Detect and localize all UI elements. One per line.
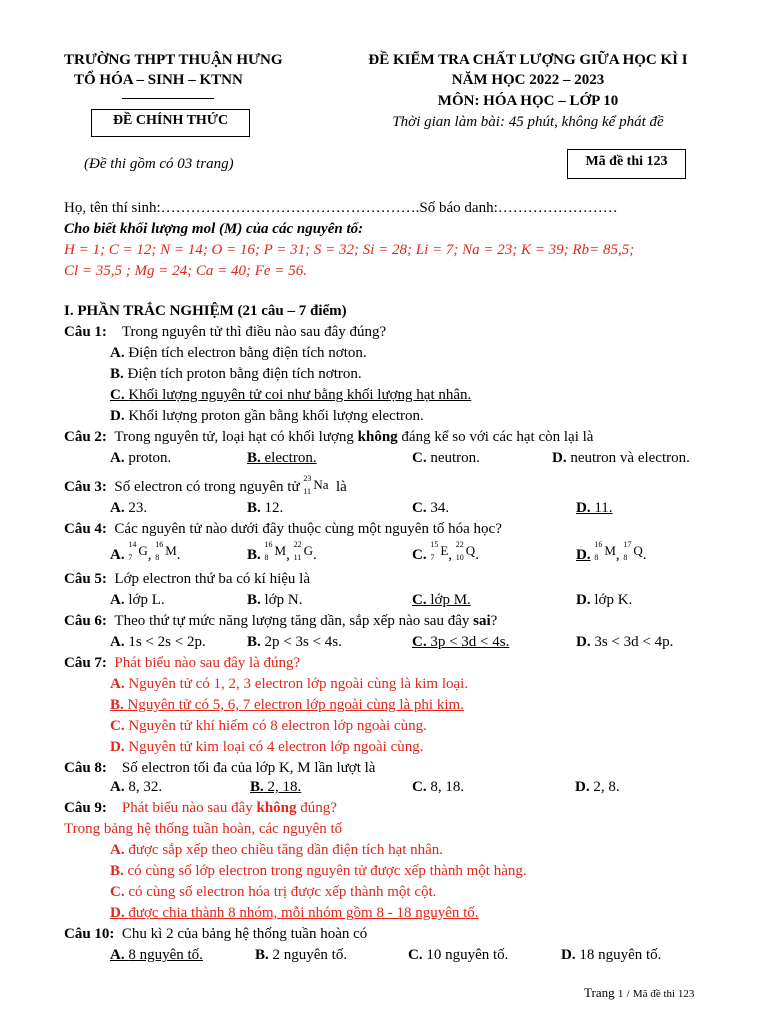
- q9-option-d[interactable]: D. được chia thành 8 nhóm, mỗi nhóm gồm 8 - 18 nguyên tố.: [110, 905, 479, 921]
- q10-option-b[interactable]: B. 2 nguyên tố.: [255, 947, 348, 963]
- question-label: Câu 1:: [64, 324, 107, 340]
- question-5: Câu 5: Lớp electron thứ ba có kí hiệu là: [64, 571, 311, 587]
- q8-option-a[interactable]: A. 8, 32.: [110, 779, 163, 795]
- q8-option-b[interactable]: B. 2, 18.: [250, 779, 302, 795]
- molar-mass-title: Cho biết khối lượng mol (M) của các nguyên tố:: [64, 221, 364, 237]
- molar-mass-line-2: Cl = 35,5 ; Mg = 24; Ca = 40; Fe = 56.: [64, 263, 307, 279]
- exam-title: ĐỀ KIỂM TRA CHẤT LƯỢNG GIỮA HỌC KÌ I: [368, 52, 688, 68]
- q2-option-a[interactable]: A. proton.: [110, 450, 172, 466]
- q2-option-d[interactable]: D. neutron và electron.: [552, 450, 690, 466]
- question-text: Trong nguyên tử thì điều nào sau đây đúng?: [121, 324, 387, 340]
- q2-option-b[interactable]: B. electron.: [247, 450, 317, 466]
- q2-option-c[interactable]: C. neutron.: [412, 450, 480, 466]
- official-label: ĐỀ CHÍNH THỨC: [112, 113, 229, 128]
- school-name: TRƯỜNG THPT THUẬN HƯNG: [64, 52, 283, 68]
- q9-option-c[interactable]: C. có cùng số electron hóa trị được xếp thành một cột.: [110, 884, 437, 900]
- time-line: Thời gian làm bài: 45 phút, không kể phát đề: [392, 114, 664, 130]
- q5-option-b[interactable]: B. lớp N.: [247, 592, 303, 608]
- q1-option-a[interactable]: A. Điện tích electron bằng điện tích nơton.: [110, 345, 367, 361]
- q4-option-c[interactable]: C. 15 7 E, 22 10 Q.: [412, 540, 479, 563]
- q5-option-d[interactable]: D. lớp K.: [576, 592, 633, 608]
- school-year: NĂM HỌC 2022 – 2023: [451, 72, 605, 88]
- q4-option-b[interactable]: B. 16 8 M, 22 11 G.: [247, 540, 317, 563]
- q1-option-b[interactable]: B. Điện tích proton bằng điện tích nơtron.: [110, 366, 362, 382]
- student-info-line: Họ, tên thí sinh:…………………………………………….Số báo danh:……………………: [64, 200, 618, 216]
- subject-line: MÔN: HÓA HỌC – LỚP 10: [437, 93, 619, 109]
- q7-option-d[interactable]: D. Nguyên tử kim loại có 4 electron lớp ngoài cùng.: [110, 739, 424, 755]
- question-2: Câu 2: Trong nguyên tử, loại hạt có khối lượng không đáng kể so với các hạt còn lại là: [64, 429, 594, 445]
- q9-option-b[interactable]: B. có cùng số lớp electron trong nguyên tử được xếp thành một hàng.: [110, 863, 527, 879]
- q3-option-b[interactable]: B. 12.: [247, 500, 284, 516]
- question-9: Câu 9: Phát biểu nào sau đây không đúng?: [64, 800, 337, 816]
- q7-option-c[interactable]: C. Nguyên tử khí hiếm có 8 electron lớp ngoài cùng.: [110, 718, 427, 734]
- pages-note: (Đề thi gồm có 03 trang): [84, 156, 234, 172]
- isotope-na: 23 11 Na: [303, 474, 329, 496]
- question-3: Câu 3: Số electron có trong nguyên tử 23 11 Na là: [64, 474, 347, 496]
- question-7: Câu 7: Phát biểu nào sau đây là đúng?: [64, 655, 301, 671]
- section-title: I. PHẦN TRẮC NGHIỆM (21 câu – 7 điểm): [64, 303, 347, 319]
- q4-option-d[interactable]: D. 16 8 M, 17 8 Q.: [576, 540, 647, 563]
- q3-option-d[interactable]: D. 11.: [576, 500, 613, 516]
- q6-option-d[interactable]: D. 3s < 3d < 4p.: [576, 634, 674, 650]
- q9-stem: Trong bảng hệ thống tuần hoàn, các nguyên tố: [64, 821, 343, 837]
- header-divider: [122, 98, 214, 99]
- q8-option-d[interactable]: D. 2, 8.: [575, 779, 620, 795]
- question-10: Câu 10: Chu kì 2 của bảng hệ thống tuần hoàn có: [64, 926, 368, 942]
- q1-option-d[interactable]: D. Khối lượng proton gần bằng khối lượng electron.: [110, 408, 424, 424]
- q3-option-c[interactable]: C. 34.: [412, 500, 450, 516]
- q9-option-a[interactable]: A. được sắp xếp theo chiều tăng dần điện tích hạt nhân.: [110, 842, 444, 858]
- q7-option-b[interactable]: B. Nguyên tử có 5, 6, 7 electron lớp ngoài cùng là phi kim.: [110, 697, 464, 713]
- q10-option-a[interactable]: A. 8 nguyên tố.: [110, 947, 203, 963]
- q4-option-a[interactable]: A. 14 7 G, 16 8 M.: [110, 540, 181, 563]
- q6-option-c[interactable]: C. 3p < 3d < 4s.: [412, 634, 510, 650]
- molar-mass-line-1: H = 1; C = 12; N = 14; O = 16; P = 31; S = 32; Si = 28; Li = 7; Na = 23; K = 39; Rb= 85,5;: [64, 242, 635, 258]
- question-6: Câu 6: Theo thứ tự mức năng lượng tăng dần, sắp xếp nào sau đây sai?: [64, 613, 498, 629]
- q10-option-d[interactable]: D. 18 nguyên tố.: [561, 947, 662, 963]
- q6-option-b[interactable]: B. 2p < 3s < 4s.: [247, 634, 342, 650]
- q3-option-a[interactable]: A. 23.: [110, 500, 148, 516]
- department-name: TỔ HÓA – SINH – KTNN: [74, 72, 243, 88]
- q8-option-c[interactable]: C. 8, 18.: [412, 779, 465, 795]
- question-4: Câu 4: Các nguyên tử nào dưới đây thuộc cùng một nguyên tố hóa học?: [64, 521, 502, 537]
- exam-code: Mã đề thi 123: [585, 154, 668, 169]
- q6-option-a[interactable]: A. 1s < 2s < 2p.: [110, 634, 206, 650]
- q5-option-a[interactable]: A. lớp L.: [110, 592, 165, 608]
- q5-option-c[interactable]: C. lớp M.: [412, 592, 471, 608]
- page-footer: Trang 1 / Mã đề thi 123: [584, 985, 695, 1000]
- question-1: [64, 322, 386, 342]
- q7-option-a[interactable]: A. Nguyên tử có 1, 2, 3 electron lớp ngoài cùng là kim loại.: [110, 676, 469, 692]
- q10-option-c[interactable]: C. 10 nguyên tố.: [408, 947, 509, 963]
- question-8: Câu 8: Số electron tối đa của lớp K, M lần lượt là: [64, 760, 376, 776]
- q1-option-c[interactable]: C. Khối lượng nguyên tử coi như bằng khối lượng hạt nhân.: [110, 387, 472, 403]
